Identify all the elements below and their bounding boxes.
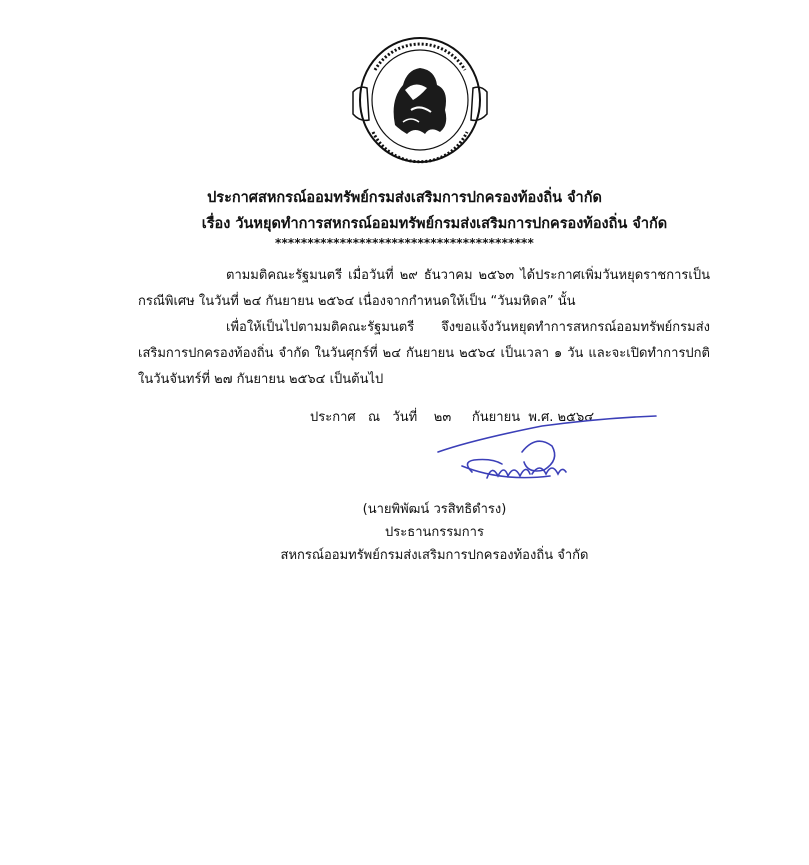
- body-paragraph-1: [138, 263, 710, 315]
- document-subject: เรื่อง วันหยุดทำการสหกรณ์ออมทรัพย์กรมส่งเสริมการปกครองท้องถิ่น จำกัด: [201, 216, 668, 232]
- title-separator: ****************************************: [274, 236, 534, 250]
- signer-name: (นายพิพัฒน์ วรสิทธิดำรง): [362, 502, 507, 517]
- cooperative-seal-logo: [345, 30, 495, 170]
- announcement-date-line: ประกาศ ณ วันที่ ๒๓ กันยายน พ.ศ. ๒๕๖๔: [310, 410, 595, 425]
- body-paragraph-2: [138, 315, 710, 393]
- handwritten-signature: [432, 412, 662, 492]
- signer-position: ประธานกรรมการ: [385, 525, 484, 540]
- paragraph-1-text: ตามมติคณะรัฐมนตรี เมื่อวันที่ ๒๙ ธันวาคม ๒๕๖๓ ได้ประกาศเพิ่มวันหยุดราชการเป็นกรณีพิเศษ ในวันที่ ๒๔ กันยายน ๒๕๖๔ เนื่องจากกำหนดให้เป็น “วันมหิดล” นั้น: [138, 268, 710, 309]
- signer-organization: สหกรณ์ออมทรัพย์กรมส่งเสริมการปกครองท้องถิ่น จำกัด: [280, 548, 589, 563]
- document-title: ประกาศสหกรณ์ออมทรัพย์กรมส่งเสริมการปกครองท้องถิ่น จำกัด: [207, 190, 602, 206]
- paragraph-2-text: เพื่อให้เป็นไปตามมติคณะรัฐมนตรี จึงขอแจ้งวันหยุดทำการสหกรณ์ออมทรัพย์กรมส่งเสริมการปกครองท้องถิ่น จำกัด ในวันศุกร์ที่ ๒๔ กันยายน ๒๕๖๔ เป็นเวลา ๑ วัน และจะเปิดทำการปกติในวันจันทร์ที่ ๒๗ กันยายน ๒๕๖๔ เป็นต้นไป: [138, 320, 710, 387]
